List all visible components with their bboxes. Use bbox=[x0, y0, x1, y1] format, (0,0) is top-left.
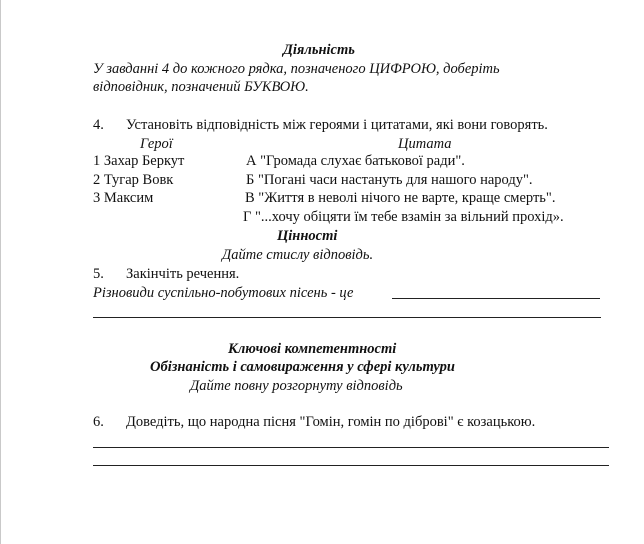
quote-item: Г "...хочу обіцяти їм тебе взамін за вільний прохід». bbox=[243, 209, 564, 225]
answer-line bbox=[392, 298, 600, 299]
answer-line bbox=[93, 317, 601, 318]
section-instruction-full: Дайте повну розгорнуту відповідь bbox=[190, 378, 403, 394]
section-title-key-competences: Ключові компетентності bbox=[228, 341, 397, 357]
answer-line bbox=[93, 465, 609, 466]
quote-item: Б "Погані часи настануть для нашого народу". bbox=[246, 172, 533, 188]
answer-line bbox=[93, 447, 609, 448]
column-heading-quote: Цитата bbox=[398, 136, 452, 152]
hero-item: 1 Захар Беркут bbox=[93, 153, 185, 169]
section-title-values: Цінності bbox=[277, 228, 338, 244]
hero-item: 2 Тугар Вовк bbox=[93, 172, 174, 188]
task-6-number: 6. bbox=[93, 414, 104, 430]
instruction-line-2: відповідник, позначений БУКВОЮ. bbox=[93, 79, 309, 95]
instruction-line-1: У завданні 4 до кожного рядка, позначеного ЦИФРОЮ, доберіть bbox=[93, 61, 500, 77]
page-left-edge bbox=[0, 0, 1, 544]
section-instruction-short: Дайте стислу відповідь. bbox=[222, 247, 374, 263]
task-5-text: Закінчіть речення. bbox=[126, 266, 240, 282]
task-6-text: Доведіть, що народна пісня "Гомін, гомін по діброві" є козацькою. bbox=[126, 414, 536, 430]
column-heading-heroes: Герої bbox=[140, 136, 173, 152]
quote-item: А "Громада слухає батькової ради". bbox=[246, 153, 465, 169]
section-title-activity: Діяльність bbox=[283, 42, 355, 58]
task-4-text: Установіть відповідність між героями і цитатами, які вони говорять. bbox=[126, 117, 548, 133]
hero-item: 3 Максим bbox=[93, 190, 154, 206]
task-5-prompt: Різновиди суспільно-побутових пісень - це bbox=[93, 285, 354, 301]
task-4-number: 4. bbox=[93, 117, 104, 133]
section-subtitle-culture: Обізнаність і самовираження у сфері культури bbox=[150, 359, 455, 375]
task-5-number: 5. bbox=[93, 266, 104, 282]
quote-item: В "Життя в неволі нічого не варте, краще смерть". bbox=[245, 190, 556, 206]
